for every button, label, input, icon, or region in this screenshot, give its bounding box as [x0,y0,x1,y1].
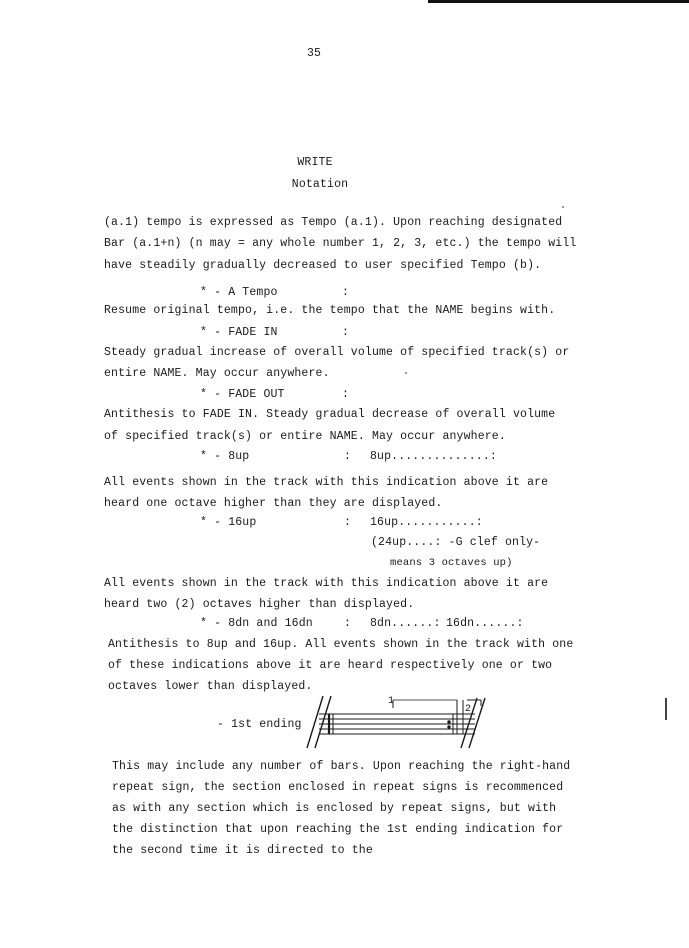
ending-line-1: This may include any number of bars. Upon reaching the right-hand [112,760,571,773]
up8-separator: : [344,450,352,463]
fade-in-line-2: entire NAME. May occur anywhere. [104,367,330,380]
dn-separator: : [344,617,352,630]
page-subheading: Notation [291,178,349,191]
page-number: 35 [306,47,322,60]
first-ending-staff-figure [305,694,490,750]
dn-example-16: 16dn......: [446,617,524,630]
fade-in-line-1: Steady gradual increase of overall volume of specified track(s) or [104,346,570,359]
dn-line-3: octaves lower than displayed. [108,680,313,693]
ending-line-4: the distinction that upon reaching the 1st ending indication for [112,823,564,836]
ending-line-2: repeat sign, the section enclosed in repeat signs is recommenced [112,781,564,794]
first-ending-label: - 1st ending [217,718,302,731]
a-tempo-separator: : [342,286,350,299]
up16-label: * - 16up [200,516,257,529]
fade-out-label: * - FADE OUT [200,388,285,401]
a-tempo-description: Resume original tempo, i.e. the tempo that the NAME begins with. [104,304,556,317]
margin-mark [665,698,667,720]
page-heading: WRITE [297,156,333,169]
up16-note-line-1: (24up....: -G clef only- [371,536,541,549]
dn-line-1: Antithesis to 8up and 16up. All events shown in the track with one [108,638,574,651]
up16-line-1: All events shown in the track with this indication above it are [104,577,549,590]
up8-label: * - 8up [200,450,250,463]
top-edge-rule [428,0,689,3]
second-ending-bracket-number: 2 [465,704,472,715]
fade-out-line-2: of specified track(s) or entire NAME. May occur anywhere. [104,430,506,443]
fade-in-label: * - FADE IN [200,326,278,339]
up8-example: 8up..............: [370,450,497,463]
up16-separator: : [344,516,352,529]
up16-example: 16up...........: [370,516,483,529]
ending-line-5: the second time it is directed to the [112,844,373,857]
fade-out-line-1: Antithesis to FADE IN. Steady gradual decrease of overall volume [104,408,556,421]
up16-note-line-2: means 3 octaves up) [390,557,513,569]
scan-speck [562,206,564,208]
up8-line-2: heard one octave higher than they are displayed. [104,497,443,510]
up16-line-2: heard two (2) octaves higher than displayed. [104,598,415,611]
up8-line-1: All events shown in the track with this indication above it are [104,476,549,489]
ending-line-3: as with any section which is enclosed by repeat signs, but with [112,802,557,815]
first-ending-bracket-number: 1 [388,696,395,707]
tempo-line-3: have steadily gradually decreased to user specified Tempo (b). [104,259,542,272]
fade-out-separator: : [342,388,350,401]
fade-in-separator: : [342,326,350,339]
a-tempo-label: * - A Tempo [200,286,278,299]
dn-line-2: of these indications above it are heard respectively one or two [108,659,553,672]
tempo-line-1: (a.1) tempo is expressed as Tempo (a.1). Upon reaching designated [104,216,563,229]
scan-speck [405,372,407,374]
dn-example-8: 8dn......: [370,617,441,630]
dn-label: * - 8dn and 16dn [200,617,313,630]
tempo-line-2: Bar (a.1+n) (n may = any whole number 1, 2, 3, etc.) the tempo will [104,237,577,250]
